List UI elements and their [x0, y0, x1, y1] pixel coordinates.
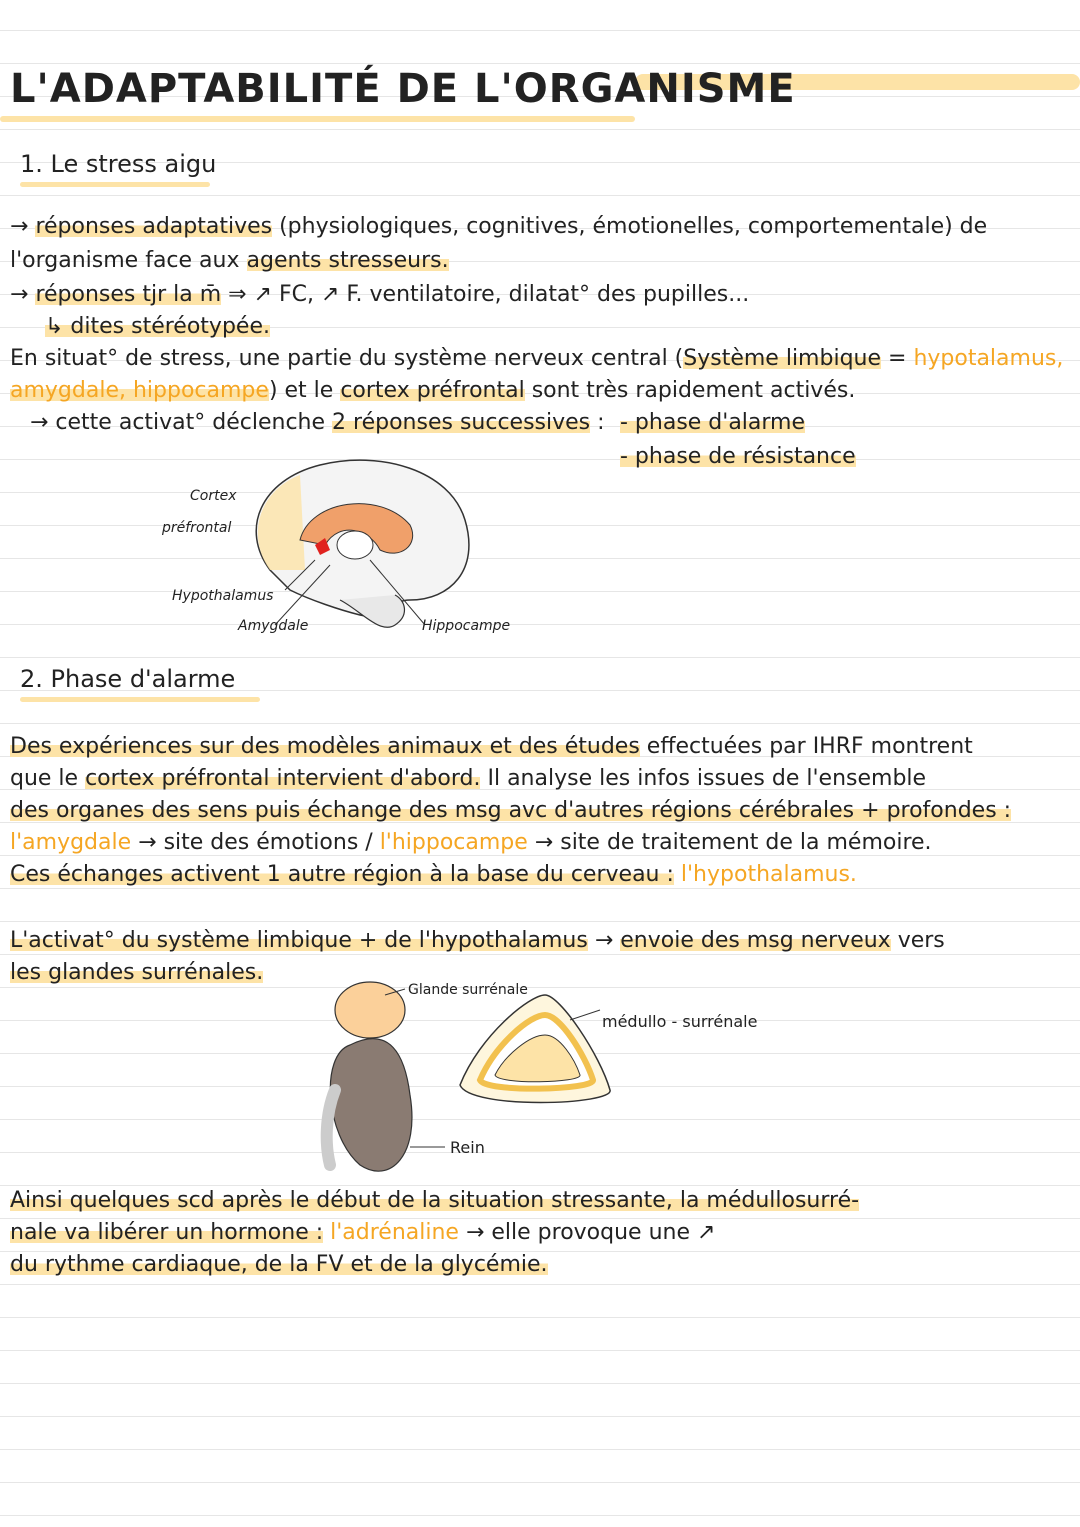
title-underline	[0, 116, 635, 122]
s1-line2: l'organisme face aux agents stresseurs.	[10, 248, 449, 273]
pointer-medullo	[570, 1010, 600, 1020]
section2-heading: 2. Phase d'alarme	[20, 665, 236, 693]
s3-line3: du rythme cardiaque, de la FV et de la glycémie.	[10, 1252, 548, 1277]
ruled-line	[0, 1383, 1080, 1384]
ruled-line	[0, 1416, 1080, 1417]
ruled-line	[0, 1317, 1080, 1318]
s1-line5: En situat° de stress, une partie du système nerveux central (Système limbique = hypotalamus,	[10, 346, 1064, 371]
label-hippocampe: Hippocampe	[422, 618, 511, 634]
ruled-line	[0, 723, 1080, 724]
section2-underline	[20, 697, 260, 702]
ruled-line	[0, 1284, 1080, 1285]
label-rein: Rein	[450, 1138, 485, 1157]
ruled-line	[0, 591, 1080, 592]
ruled-line	[0, 492, 1080, 493]
phase-alarm-item: - phase d'alarme	[620, 410, 806, 435]
s2-line2: que le cortex préfrontal intervient d'abord. Il analyse les infos issues de l'ensemble	[10, 766, 927, 791]
s2-line3: des organes des sens puis échange des msg avc d'autres régions cérébrales + profondes :	[10, 798, 1012, 823]
section1-heading: 1. Le stress aigu	[20, 150, 217, 178]
ruled-line	[0, 1482, 1080, 1483]
label-medullo-surrenale: médullo - surrénale	[602, 1012, 758, 1031]
ruled-line	[0, 129, 1080, 130]
s1-line6: amygdale, hippocampe) et le cortex préfrontal sont très rapidement activés.	[10, 378, 856, 403]
s3-line1: Ainsi quelques scd après le début de la situation stressante, la médullosurré-	[10, 1188, 860, 1213]
ruled-line	[0, 1449, 1080, 1450]
label-cortex: Cortex	[190, 488, 237, 504]
ruled-line	[0, 459, 1080, 460]
s2-line1: Des expériences sur des modèles animaux et des études effectuées par IHRF montrent	[10, 734, 973, 759]
label-hypothalamus: Hypothalamus	[172, 588, 274, 604]
label-amygdale: Amygdale	[238, 618, 309, 634]
ruled-line	[0, 657, 1080, 658]
ruled-line	[0, 624, 1080, 625]
kidney-shape	[330, 1039, 412, 1172]
label-prefrontal: préfrontal	[162, 520, 232, 536]
thalamus-shape	[337, 531, 373, 559]
section1-underline	[20, 182, 210, 187]
ruled-line	[0, 1350, 1080, 1351]
ruled-line	[0, 63, 1080, 64]
s1-line7: → cette activat° déclenche 2 réponses successives :	[30, 410, 605, 435]
s1-line3: → réponses tjr la m̄ ⇒ ↗ FC, ↗ F. ventilatoire, dilatat° des pupilles...	[10, 282, 750, 307]
phase-resistance-item: - phase de résistance	[620, 444, 856, 469]
ruled-line	[0, 195, 1080, 196]
adrenal-gland-shape	[335, 982, 405, 1038]
brain-diagram	[230, 450, 490, 640]
s2-line5: Ces échanges activent 1 autre région à la base du cerveau : l'hypothalamus.	[10, 862, 857, 887]
ureter-shape	[327, 1090, 335, 1165]
s3-line2: nale va libérer un hormone : l'adrénaline → elle provoque une ↗	[10, 1220, 716, 1245]
ruled-line	[0, 1515, 1080, 1516]
label-glande-surrenale: Glande surrénale	[408, 982, 528, 998]
s1-line1: → réponses adaptatives (physiologiques, cognitives, émotionelles, comportementale) de	[10, 214, 988, 239]
page-title: L'ADAPTABILITÉ DE L'ORGANISME	[10, 66, 796, 112]
ruled-line	[0, 921, 1080, 922]
s1-line4: ↳ dites stéréotypée.	[45, 314, 270, 339]
s2-line4: l'amygdale → site des émotions / l'hippocampe → site de traitement de la mémoire.	[10, 830, 932, 855]
prefrontal-cortex-region	[258, 475, 305, 570]
s2-line6: L'activat° du système limbique + de l'hypothalamus → envoie des msg nerveux vers	[10, 928, 945, 953]
ruled-line	[0, 30, 1080, 31]
s2-line7: les glandes surrénales.	[10, 960, 264, 985]
ruled-line	[0, 558, 1080, 559]
